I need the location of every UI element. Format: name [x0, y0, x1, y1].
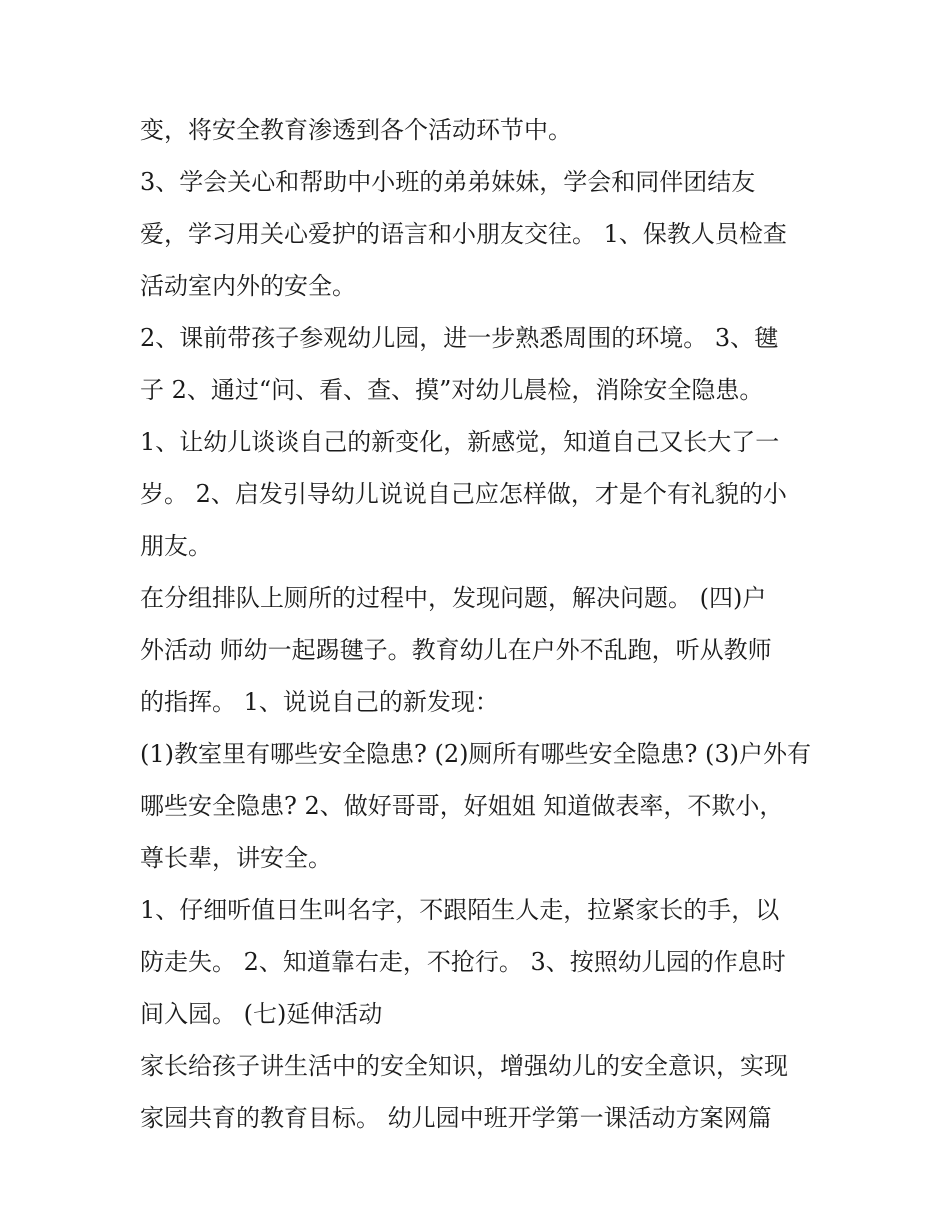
document-body: [140, 104, 830, 1144]
text-line: 在分组排队上厕所的过程中，发现问题，解决问题。 (四)户: [140, 584, 767, 612]
text-line: 1、仔细听值日生叫名字，不跟陌生人走，拉紧家长的手，以: [140, 896, 780, 924]
text-line: 家园共育的教育目标。 幼儿园中班开学第一课活动方案网篇: [140, 1104, 772, 1132]
text-line: 岁。 2、启发引导幼儿说说自己应怎样做，才是个有礼貌的小: [140, 480, 787, 508]
text-line: 变，将安全教育渗透到各个活动环节中。: [140, 116, 572, 144]
text-line: 1、让幼儿谈谈自己的新变化，新感觉，知道自己又长大了一: [140, 428, 780, 456]
text-line: (1)教室里有哪些安全隐患? (2)厕所有哪些安全隐患? (3)户外有: [140, 740, 811, 768]
text-line: 哪些安全隐患? 2、做好哥哥，好姐姐 知道做表率，不欺小，: [140, 792, 784, 820]
text-line: 尊长辈，讲安全。: [140, 844, 332, 872]
text-line: 外活动 师幼一起踢毽子。教育幼儿在户外不乱跑，听从教师: [140, 636, 772, 664]
text-line: 活动室内外的安全。: [140, 272, 356, 300]
text-line: 的指挥。 1、说说自己的新发现：: [140, 688, 499, 716]
text-line: 防走失。 2、知道靠右走，不抢行。 3、按照幼儿园的作息时: [140, 948, 786, 976]
text-line: 爱，学习用关心爱护的语言和小朋友交往。 1、保教人员检查: [140, 220, 787, 248]
text-line: 2、课前带孩子参观幼儿园，进一步熟悉周围的环境。 3、毽: [140, 324, 779, 352]
text-line: 家长给孩子讲生活中的安全知识，增强幼儿的安全意识，实现: [140, 1052, 788, 1080]
text-line: 子 2、通过“问、看、查、摸”对幼儿晨检，消除安全隐患。: [140, 376, 764, 404]
text-line: 朋友。: [140, 532, 212, 560]
text-line: 间入园。 (七)延伸活动: [140, 1000, 383, 1028]
text-line: 3、学会关心和帮助中小班的弟弟妹妹，学会和同伴团结友: [140, 168, 756, 196]
